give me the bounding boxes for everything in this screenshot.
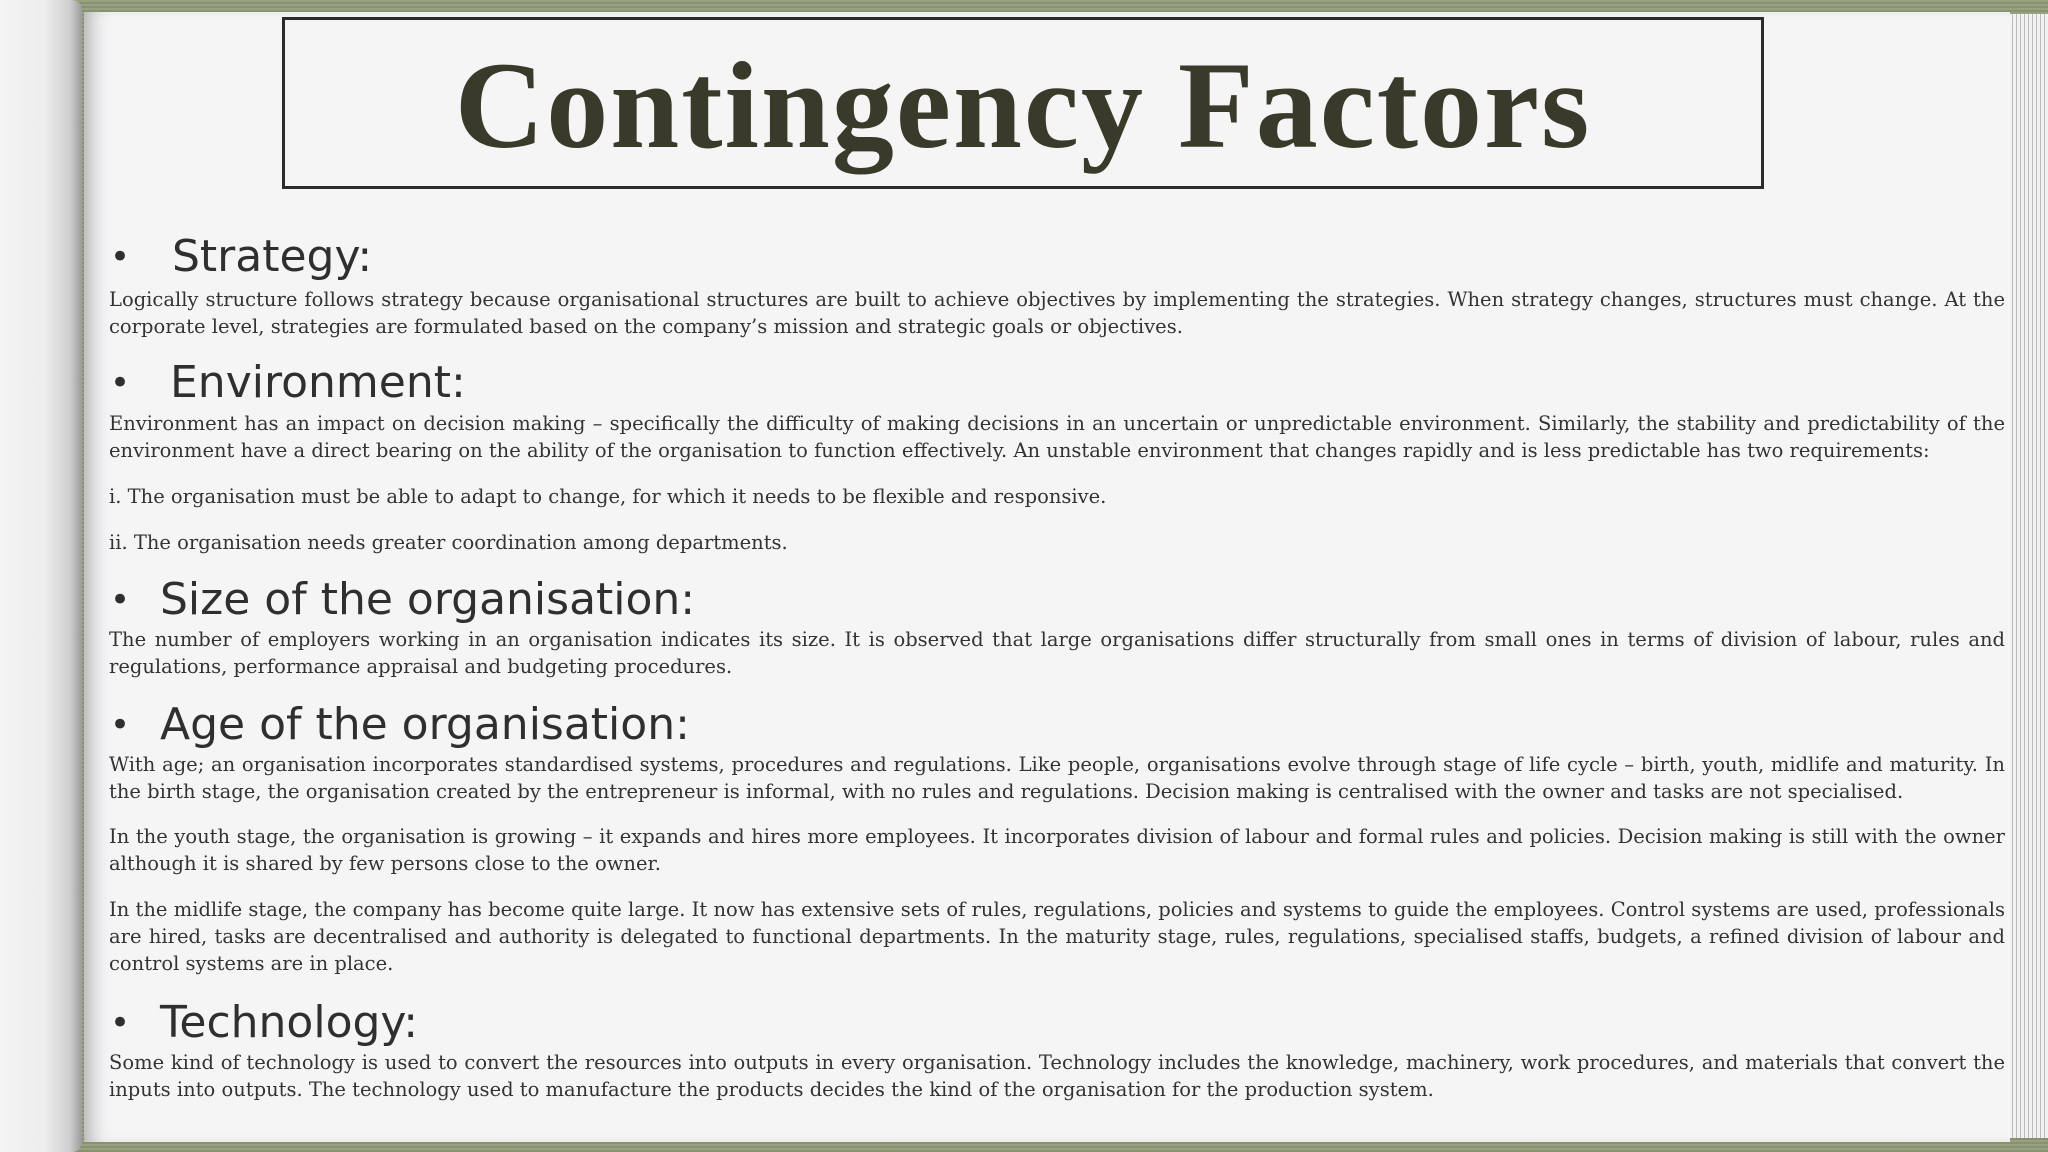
paragraph-environment-1: Environment has an impact on decision making – specifically the difficulty of making decisions in an uncertain or unpredictable environment. Similarly, the stability and predictability of the environment have a direct bearing on the ability of the organisation to function effectively. An unstable environment that changes rapidly and is less predictable has two requirements: xyxy=(109,412,2005,462)
paragraph-environment-3: ii. The organisation needs greater coordination among departments. xyxy=(109,531,788,554)
bullet-icon: • xyxy=(110,1003,131,1043)
left-page-curl xyxy=(0,0,82,1152)
bullet-icon: • xyxy=(110,580,131,620)
bullet-icon: • xyxy=(110,705,131,745)
paragraph-technology-1: Some kind of technology is used to convert the resources into outputs in every organisation. Technology includes the knowledge, machinery, work procedures, and materials that convert the inputs into outputs. The technology used to manufacture the products decides the kind of the organisation for the production system. xyxy=(109,1051,2005,1101)
slide-title: Contingency Factors xyxy=(454,37,1592,174)
bullet-icon: • xyxy=(110,363,131,403)
heading-age xyxy=(110,699,690,750)
heading-strategy xyxy=(110,231,373,282)
heading-text: Environment: xyxy=(170,357,466,408)
bullet-icon: • xyxy=(110,237,131,277)
paragraph-size-1: The number of employers working in an organisation indicates its size. It is observed that large organisations differ structurally from small ones in terms of division of labour, rules and regulations, performance appraisal and budgeting procedures. xyxy=(109,628,2005,678)
paragraph-age-1: With age; an organisation incorporates standardised systems, procedures and regulations. Like people, organisations evolve through stage of life cycle – birth, youth, midlife and maturity. In the birth stage, the organisation created by the entrepreneur is informal, with no rules and regulations. Decision making is centralised with the owner and tasks are not specialised. xyxy=(109,753,2005,803)
title-box xyxy=(282,17,1764,189)
paragraph-age-2: In the youth stage, the organisation is growing – it expands and hires more employees. It incorporates division of labour and formal rules and policies. Decision making is still with the owner although it is shared by few persons close to the owner. xyxy=(109,825,2005,875)
paragraph-environment-2: i. The organisation must be able to adapt to change, for which it needs to be flexible and responsive. xyxy=(109,485,1107,508)
heading-text: Technology: xyxy=(160,997,419,1048)
paragraph-strategy-1: Logically structure follows strategy because organisational structures are built to achieve objectives by implementing the strategies. When strategy changes, structures must change. At the corporate level, strategies are formulated based on the company’s mission and strategic goals or objectives. xyxy=(109,288,2005,338)
heading-text: Age of the organisation: xyxy=(160,699,690,750)
paragraph-age-3: In the midlife stage, the company has become quite large. It now has extensive sets of rules, regulations, policies and systems to guide the employees. Control systems are used, professionals are hired, tasks are decentralised and authority is delegated to functional departments. In the maturity stage, rules, regulations, specialised staffs, budgets, a refined division of labour and control systems are in place. xyxy=(109,898,2005,975)
page-edges xyxy=(2004,14,2048,1138)
heading-technology xyxy=(110,997,419,1048)
heading-text: Strategy: xyxy=(172,231,373,282)
heading-environment xyxy=(110,357,466,408)
heading-size xyxy=(110,574,696,625)
heading-text: Size of the organisation: xyxy=(160,574,696,625)
